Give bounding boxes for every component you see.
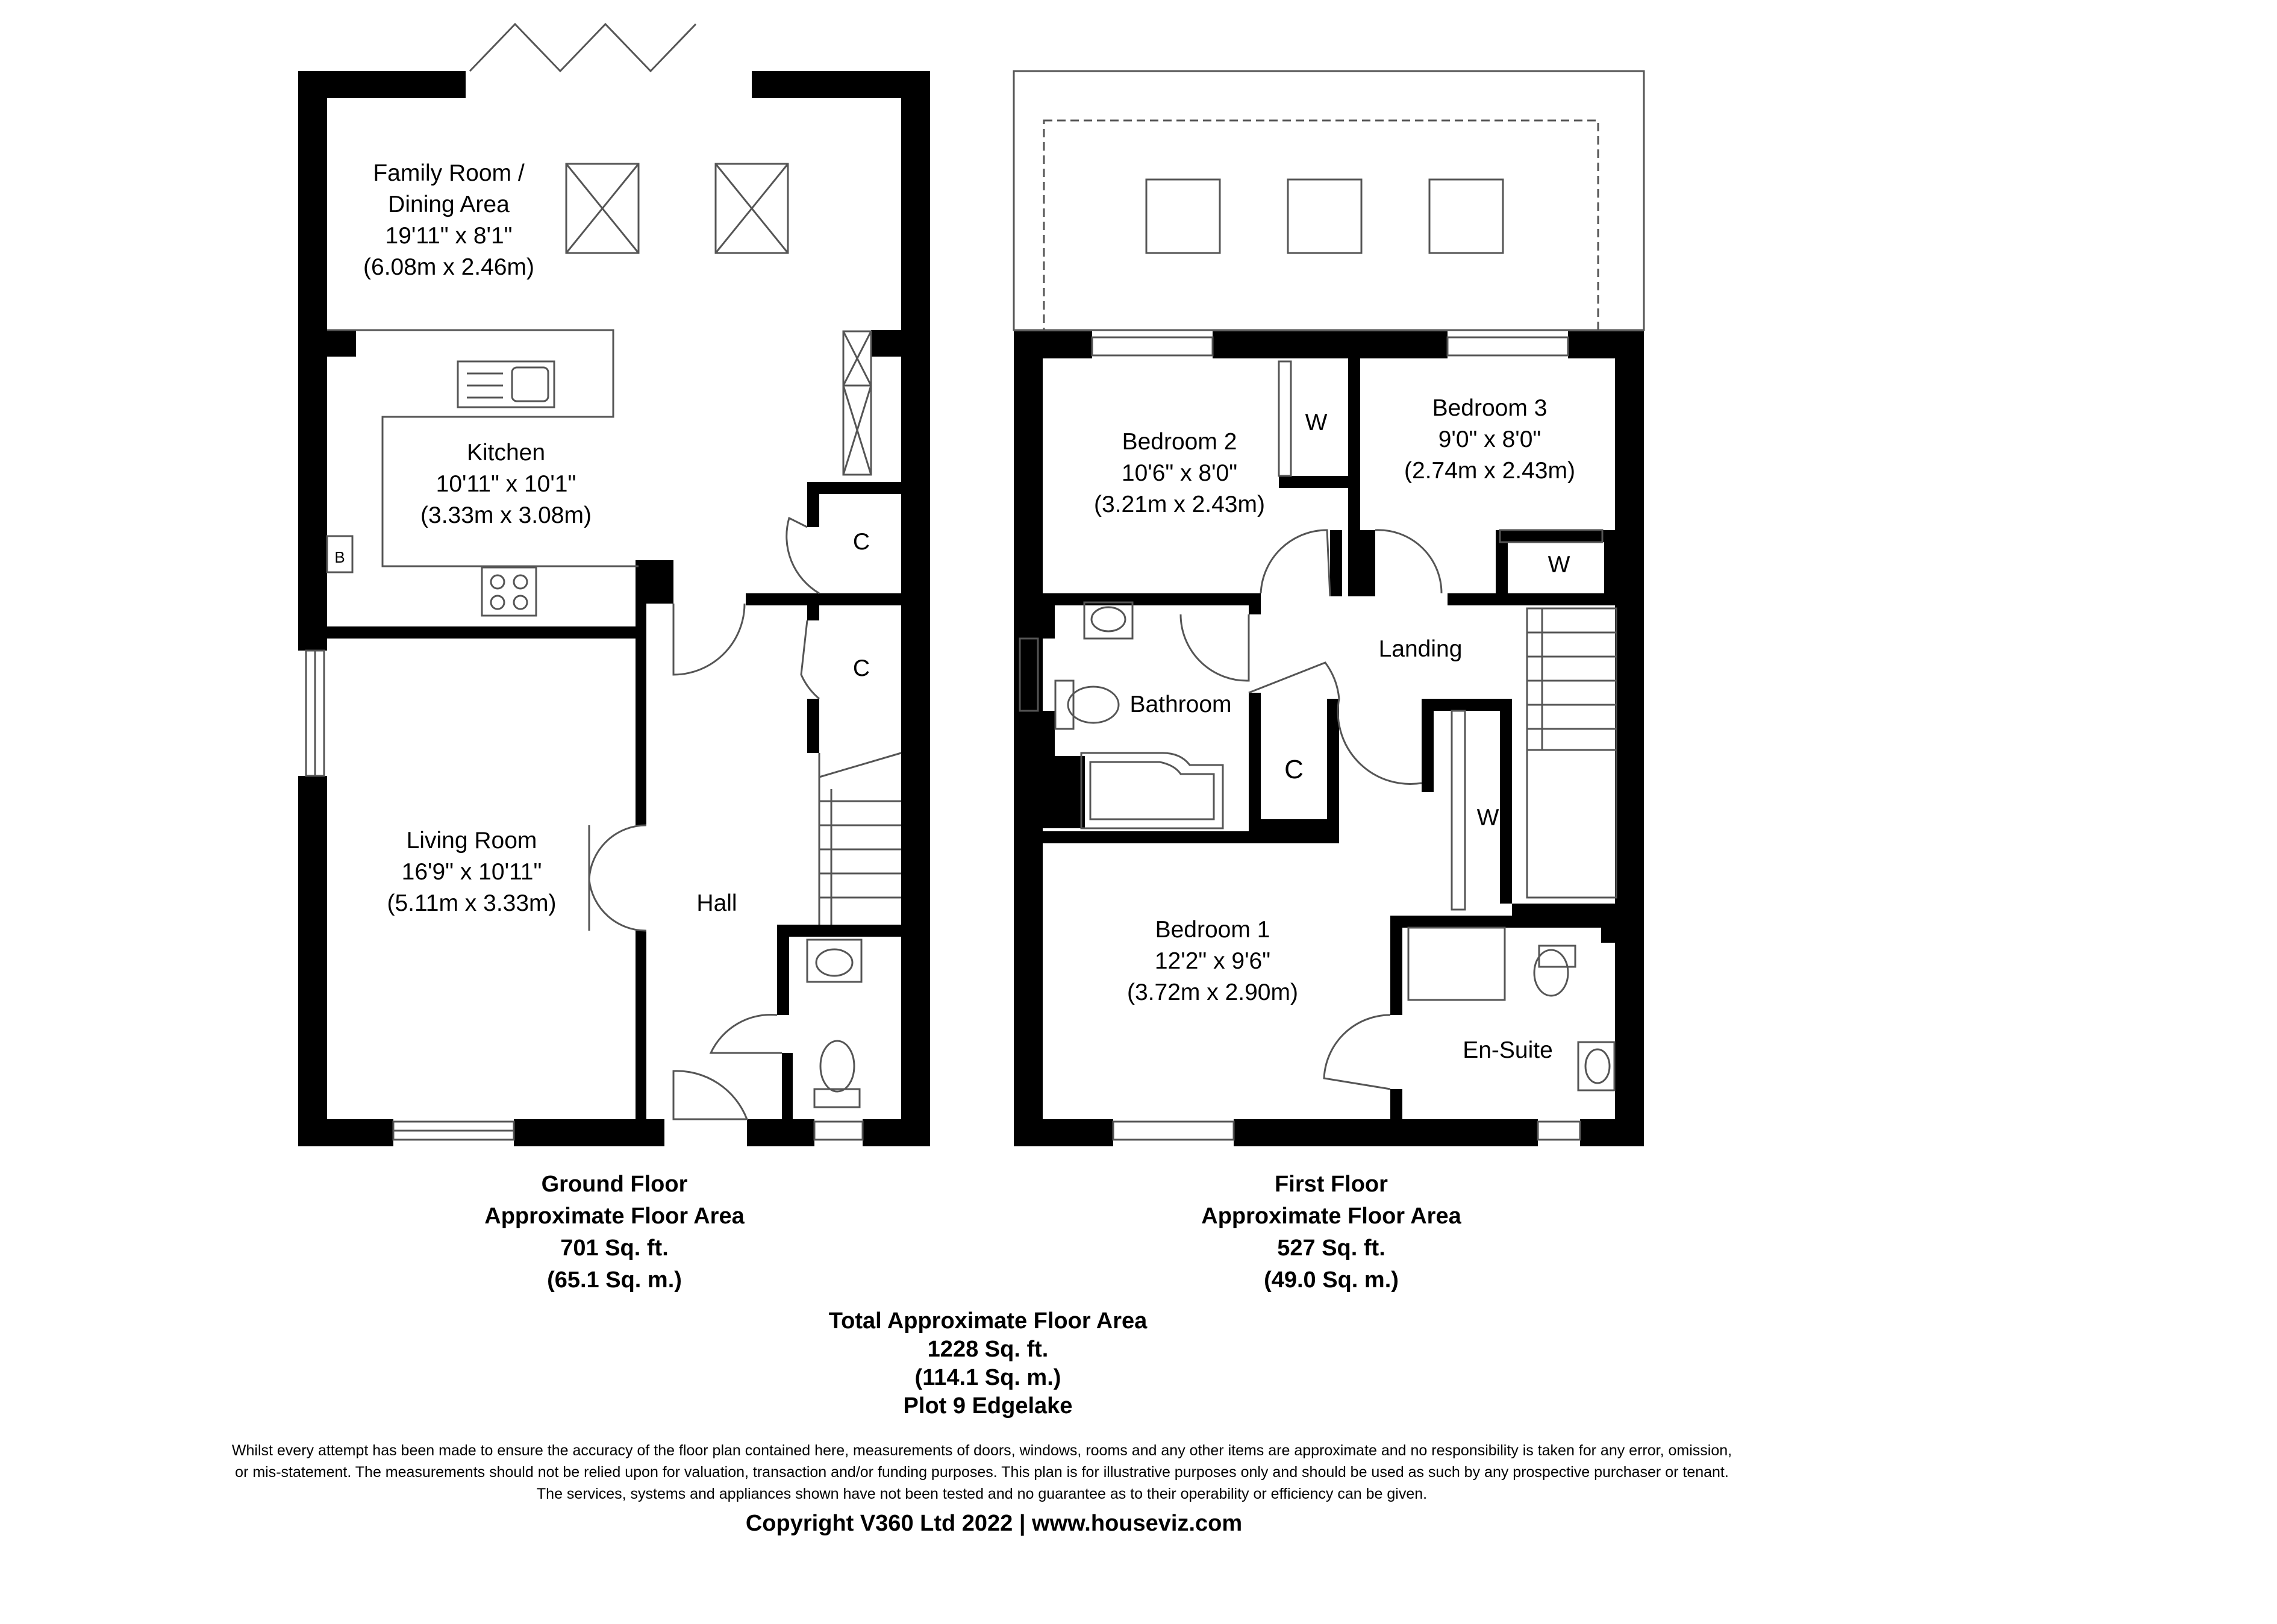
door-swing: [801, 620, 819, 699]
copyright: Copyright V360 Ltd 2022 | www.houseviz.com: [745, 1511, 1243, 1536]
toilet-icon: [1539, 946, 1575, 967]
caption-title: First Floor: [1275, 1172, 1388, 1197]
wall: [298, 71, 327, 651]
rooflight: [1146, 180, 1220, 253]
wall: [807, 699, 819, 753]
bedroom-1-dims-imperial: 12'2" x 9'6": [1154, 948, 1271, 974]
wall: [298, 776, 327, 1146]
wall: [298, 71, 466, 98]
wall: [777, 925, 789, 1015]
total-area-caption: [795, 1307, 1181, 1420]
wall: [514, 1119, 664, 1146]
bedroom-1-dims-metric: (3.72m x 2.90m): [1127, 979, 1298, 1005]
door-swing: [1375, 530, 1441, 593]
wall: [298, 1119, 393, 1146]
wall: [1496, 530, 1508, 596]
wall: [1580, 1119, 1644, 1146]
cupboard-name: C: [852, 655, 870, 681]
window: [1092, 337, 1213, 355]
boiler-label: B: [334, 548, 345, 566]
wall: [640, 560, 673, 604]
wall: [871, 330, 901, 357]
bedroom-3-name: Bedroom 3: [1432, 395, 1548, 421]
cupboard-name: C: [852, 529, 870, 555]
living-room-dims-imperial: 16'9" x 10'11": [401, 859, 542, 885]
wall: [636, 931, 646, 1119]
ground-floor-caption: [434, 1169, 795, 1296]
wall: [1330, 530, 1342, 596]
door-swing: [673, 604, 745, 675]
caption-area-sqft: 701 Sq. ft.: [560, 1235, 669, 1261]
wall: [1014, 331, 1043, 1146]
shower-tray: [1408, 928, 1505, 1000]
bedroom-3-dims-metric: (2.74m x 2.43m): [1404, 458, 1575, 484]
wall: [1249, 593, 1261, 614]
rooflight: [1288, 180, 1361, 253]
wall: [1422, 699, 1434, 792]
wall: [863, 1119, 930, 1146]
wall: [1043, 593, 1249, 605]
bedroom-1-name: Bedroom 1: [1155, 917, 1270, 943]
window: [1448, 337, 1568, 355]
kitchen-dims-metric: (3.33m x 3.08m): [420, 502, 592, 528]
total-title: Total Approximate Floor Area: [828, 1308, 1148, 1334]
wardrobe-label: W: [1305, 410, 1328, 436]
caption-area-sqm: (49.0 Sq. m.): [1264, 1267, 1399, 1293]
wall: [746, 593, 901, 605]
wall: [1601, 916, 1615, 943]
wall: [901, 71, 930, 1146]
wall: [327, 330, 356, 357]
wall: [1014, 1119, 1113, 1146]
wall: [807, 482, 819, 527]
bathroom-name: Bathroom: [1129, 692, 1232, 717]
window: [1538, 1122, 1580, 1140]
wall: [1448, 593, 1615, 605]
wall: [327, 626, 646, 639]
wall: [1604, 530, 1616, 596]
toilet-icon: [1055, 681, 1073, 729]
door-swing: [787, 518, 819, 593]
kitchen-dims-imperial: 10'11" x 10'1": [436, 471, 576, 497]
family-room-dims-imperial: 19'11" x 8'1": [385, 223, 513, 249]
caption-subtitle: Approximate Floor Area: [1201, 1204, 1461, 1229]
wardrobe-label: W: [1476, 805, 1499, 831]
wall: [1043, 831, 1339, 843]
disclaimer-line: Whilst every attempt has been made to ensure the accuracy of the floor plan contained here, measurements of doors, windows, rooms and any other items are approximate and no responsibility is taken for any error, omission,: [231, 1442, 1732, 1459]
wardrobe-doors: [1452, 711, 1465, 910]
door-swing: [1181, 614, 1249, 681]
door-swing: [673, 1071, 747, 1119]
wall: [1422, 699, 1512, 711]
window: [1113, 1122, 1234, 1140]
wardrobe-doors: [1279, 361, 1291, 476]
bedroom-2-dims-metric: (3.21m x 2.43m): [1094, 492, 1265, 517]
landing-name: Landing: [1378, 636, 1463, 662]
family-room-dims-metric: (6.08m x 2.46m): [363, 254, 534, 280]
wall: [807, 593, 819, 620]
first-floor-caption: [1151, 1169, 1512, 1296]
wall: [777, 925, 901, 937]
family-room-name-2: Dining Area: [388, 192, 510, 217]
plot-name: Plot 9 Edgelake: [903, 1393, 1073, 1419]
caption-title: Ground Floor: [541, 1172, 688, 1197]
wall: [1249, 693, 1261, 831]
door-swing: [1324, 1015, 1390, 1089]
wall: [1390, 916, 1615, 928]
rooflight: [1429, 180, 1503, 253]
en-suite-name: En-Suite: [1463, 1037, 1553, 1063]
door-swing: [1338, 699, 1422, 784]
wall: [1496, 530, 1615, 542]
wall: [1512, 904, 1615, 916]
bedroom-3-dims-imperial: 9'0" x 8'0": [1438, 426, 1541, 452]
wall: [1390, 1089, 1402, 1119]
cupboard-name: C: [1284, 755, 1304, 784]
wall: [1615, 331, 1644, 1146]
hall-name: Hall: [696, 890, 737, 916]
door-swing: [1261, 530, 1330, 596]
caption-subtitle: Approximate Floor Area: [484, 1204, 745, 1229]
family-room-name-1: Family Room /: [373, 160, 525, 186]
kitchen-name: Kitchen: [466, 440, 546, 466]
living-room-dims-metric: (5.11m x 3.33m): [387, 890, 557, 916]
wardrobe-label: W: [1548, 552, 1570, 578]
wall: [782, 1053, 793, 1119]
total-area-sqm: (114.1 Sq. m.): [914, 1365, 1061, 1390]
extension-roof: [1014, 71, 1644, 330]
wall: [1014, 331, 1092, 358]
total-area-sqft: 1228 Sq. ft.: [927, 1337, 1049, 1362]
first-floor-plan: [1014, 331, 1644, 1146]
living-room-name: Living Room: [406, 828, 537, 854]
wall: [1234, 1119, 1538, 1146]
wall: [1043, 593, 1055, 639]
stairs: [1527, 608, 1616, 898]
caption-area-sqft: 527 Sq. ft.: [1277, 1235, 1385, 1261]
door-swing: [1249, 663, 1339, 699]
wall: [747, 1119, 814, 1146]
wall: [1390, 916, 1402, 1015]
wall: [807, 482, 901, 494]
wall: [1279, 476, 1348, 488]
disclaimer-line: The services, systems and appliances shown have not been tested and no guarantee as to their operability or efficiency can be given.: [536, 1485, 1428, 1502]
door-swing: [589, 825, 646, 931]
wall: [1261, 819, 1339, 831]
wall: [1043, 756, 1085, 828]
disclaimer-line: or mis-statement. The measurements should not be relied upon for valuation, transaction and/or funding purposes. This plan is for illustrative purposes only and should be used as such by any prospective purchaser or tenant.: [235, 1464, 1729, 1481]
wall: [1213, 331, 1448, 358]
hob-icon: [482, 567, 536, 616]
door-swing: [711, 1015, 782, 1053]
wall: [1327, 699, 1339, 831]
bath-icon: [1081, 753, 1223, 828]
wall: [1500, 699, 1512, 904]
caption-area-sqm: (65.1 Sq. m.): [547, 1267, 682, 1293]
bifold-doors: [470, 24, 696, 71]
window: [814, 1122, 863, 1140]
bedroom-2-name: Bedroom 2: [1122, 429, 1237, 455]
bedroom-2-dims-imperial: 10'6" x 8'0": [1121, 460, 1238, 486]
wall: [1348, 530, 1375, 596]
ground-floor-labels: [334, 160, 870, 916]
disclaimer: [36, 1440, 1928, 1505]
wall: [1043, 711, 1055, 756]
